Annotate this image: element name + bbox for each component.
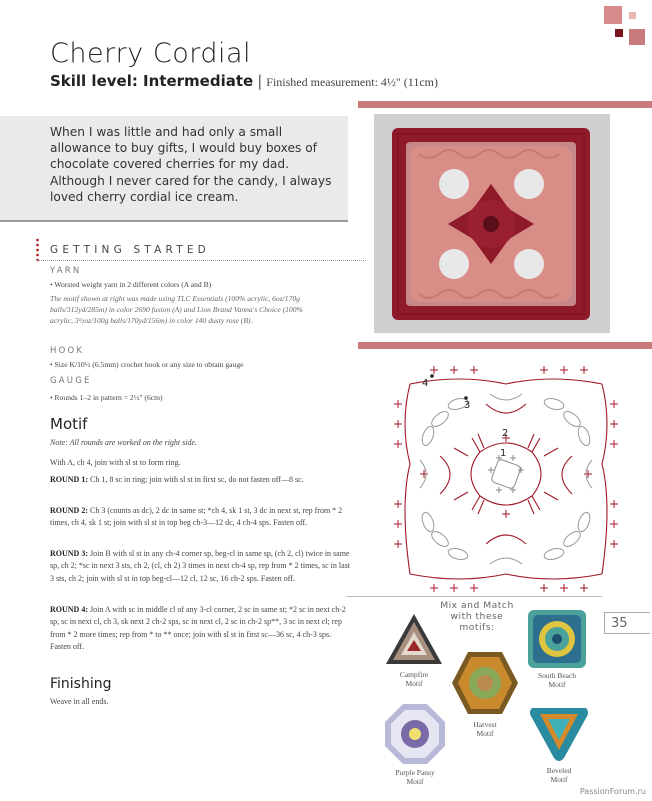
finishing-text: Weave in all ends.: [50, 697, 109, 706]
diagram-round-label: 3: [464, 400, 471, 411]
yarn-label: YARN: [50, 266, 82, 276]
watermark: PassionForum.ru: [579, 787, 646, 796]
campfire-motif-image: [384, 612, 444, 668]
diagram-round-label: 4: [422, 378, 429, 389]
round-label: ROUND 2:: [50, 506, 88, 515]
caption-line: Harvest: [473, 720, 497, 729]
skill-line: [50, 72, 438, 90]
decorative-square: [615, 29, 623, 37]
caption-line: Campfire: [399, 670, 429, 679]
caption-line: South Beach: [537, 671, 577, 680]
round-text: Ch 1, 8 sc in ring; join with sl st in first sc, do not fasten off—8 sc.: [88, 475, 304, 484]
beveled-motif-image: [528, 704, 590, 764]
mix-match-title-line: with these: [450, 611, 504, 622]
divider: [36, 260, 366, 261]
mix-match-title-line: motifs:: [459, 622, 495, 633]
photo-hole: [439, 249, 469, 279]
round-label: ROUND 3:: [50, 549, 88, 558]
decorative-square: [629, 29, 645, 45]
mix-match-title-line: Mix and Match: [440, 600, 514, 611]
caption-line: Purple Pansy: [395, 768, 435, 777]
caption-line: Motif: [548, 680, 566, 689]
harvest-motif-image: [450, 650, 520, 716]
purple-pansy-motif-image: [384, 703, 446, 765]
photo-top-bar: [358, 101, 652, 108]
gauge-label: GAUGE: [50, 376, 92, 386]
yarn-note: The motif shown at right was made using TLC Essentials (100% acrylic, 6oz/170g balls/312yd/285m) in color 2690 fusion (A) and Lion Brand Vanna's Choice (100% acrylic, 3½oz/100g balls/170yd/156m) in color 140 dusty rose (B).: [50, 294, 303, 325]
diagram-round-label: 2: [502, 428, 509, 439]
photo-hole: [514, 169, 544, 199]
separator: |: [257, 72, 263, 90]
gauge-item: • Rounds 1–2 in pattern = 2½" (6cm): [50, 393, 163, 402]
round-text: Ch 3 (counts as dc), 2 dc in same st; *ch 4, sk 1 st, 3 dc in next st, rep from * 2 times, ch 4, sk 1 st; join with sl st in top beg ch-3—12 dc, 4 ch-4 sps. Fasten off.: [50, 506, 343, 528]
hook-item: • Size K/10½ (6.5mm) crochet hook or any size to obtain gauge: [50, 360, 244, 369]
crochet-diagram: [380, 364, 632, 596]
round-text: Join B with sl st in any ch-4 corner sp, beg-cl in same sp, (ch 2, cl) twice in same sp, ch 2; *sc in next 3 sts, ch 2, (cl, ch 2) 3 times in next ch-4 sp, rep from * 2 times, sc in last 3 sts, ch 2; join with sl st in top beg-cl—12 cl, 12 sc, 16 ch-2 sps. Fasten off.: [50, 549, 350, 583]
decorative-square: [604, 6, 622, 24]
round-text: Join A with sc in middle cl of any 3-cl corner, 2 sc in same st; *2 sc in next ch-2 sp, sc in next cl, ch 3, sk next 2 ch-2 sps, sc in next cl, 2 sc in ch-2 sp**, 3 sc in next cl; rep from * 2 more times; rep from * to ** once; join with sl st in first sc—36 sc, 4 ch-3 sps. Fasten off.: [50, 605, 346, 652]
motif-caption-harvest: [450, 720, 520, 738]
yarn-item: • Worsted weight yarn in 2 different colors (A and B): [50, 280, 212, 289]
photo-hole: [514, 249, 544, 279]
round-3: [50, 548, 350, 585]
hook-label: HOOK: [50, 346, 85, 356]
round-2: [50, 505, 350, 530]
caption-line: Beveled: [546, 766, 572, 775]
motif-note: Note: All rounds are worked on the right side.: [50, 438, 198, 447]
finishing-heading: Finishing: [50, 676, 112, 692]
round-label: ROUND 1:: [50, 475, 88, 484]
motif-heading: Motif: [50, 415, 88, 433]
diagram-round-label: 1: [500, 448, 507, 459]
finished-measurement: Finished measurement: 4½" (11cm): [266, 75, 439, 89]
decorative-square: [629, 12, 636, 19]
intro-text: When I was little and had only a small allowance to buy gifts, I would buy boxes of chocolate covered cherries for my dad. Although I never cared for the candy, I always loved cherry cordial ice cream.: [50, 125, 332, 204]
getting-started-heading: GETTING STARTED: [50, 244, 210, 256]
motif-caption-beveled: [524, 766, 594, 784]
page-number: 35: [604, 612, 650, 634]
heading-dots: [36, 238, 39, 262]
round-label: ROUND 4:: [50, 605, 88, 614]
motif-photo-frame: [374, 114, 610, 333]
photo-hole: [439, 169, 469, 199]
intro-box: [0, 116, 348, 222]
page-title: Cherry Cordial: [50, 38, 252, 69]
motif-caption-campfire: [380, 670, 448, 688]
caption-line: Motif: [476, 729, 494, 738]
round-1: [50, 474, 350, 486]
caption-line: Motif: [550, 775, 568, 784]
mix-match-title: [430, 600, 524, 633]
motif-start: With A, ch 4, join with sl st to form ring.: [50, 458, 181, 467]
round-4: [50, 604, 350, 654]
south-beach-motif-image: [527, 609, 587, 669]
motif-caption-purple-pansy: [380, 768, 450, 786]
skill-level: Skill level: Intermediate: [50, 72, 254, 90]
photo-bottom-bar: [358, 342, 652, 349]
motif-photo: [374, 114, 610, 333]
caption-line: Motif: [405, 679, 423, 688]
caption-line: Motif: [406, 777, 424, 786]
motif-caption-south-beach: [522, 671, 592, 689]
